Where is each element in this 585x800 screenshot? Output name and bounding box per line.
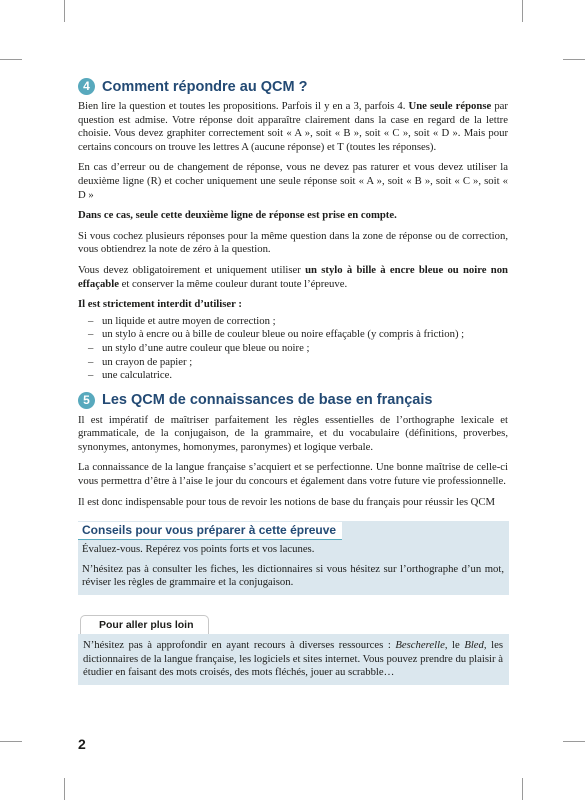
paragraph: Bien lire la question et toutes les propositions. Parfois il y en a 3, parfois 4. Une seule réponse par question est admise. Votre réponse doit apparaître clairement dans la case en regard de la lettre choisie. Vous devez graphiter correctement soit « A », soit « B », soit « C », soit « D ». Mais pour certains concours on trouve les lettres A (aucune réponse) et T (toutes les réponses). <box>78 100 508 153</box>
section-number-badge: 4 <box>78 78 95 95</box>
page-content <box>78 78 508 685</box>
paragraph: En cas d’erreur ou de changement de réponse, vous ne devez pas raturer et vous devez utiliser la deuxième ligne (R) et cocher uniquement une seule réponse soit « A », soit « B », soit « C », soit « D » <box>78 161 508 201</box>
plus-loin-title: Pour aller plus loin <box>80 615 209 634</box>
section-title: Comment répondre au QCM ? <box>102 78 308 95</box>
list-item: – une calculatrice. <box>88 369 508 383</box>
list-item: – un liquide et autre moyen de correction ; <box>88 315 508 329</box>
list-item: – un stylo à encre ou à bille de couleur bleue ou noire effaçable (y compris à friction) ; <box>88 328 508 342</box>
forbidden-list <box>78 315 508 383</box>
list-item: – un stylo d’une autre couleur que bleue ou noire ; <box>88 342 508 356</box>
conseils-body <box>78 540 509 595</box>
crop-mark <box>563 741 585 742</box>
crop-mark <box>0 59 22 60</box>
section-number-badge: 5 <box>78 392 95 409</box>
paragraph: Si vous cochez plusieurs réponses pour la même question dans la zone de réponse ou de correction, vous obtiendrez la note de zéro à la question. <box>78 229 508 256</box>
section-5-heading <box>78 392 508 409</box>
plus-loin-body <box>78 634 509 685</box>
paragraph: Il est donc indispensable pour tous de revoir les notions de base du français pour réussir les QCM <box>78 495 496 508</box>
paragraph: Vous devez obligatoirement et uniquement utiliser un stylo à bille à encre bleue ou noire non effaçable et conserver la même couleur durant toute l’épreuve. <box>78 263 508 290</box>
crop-mark <box>522 778 523 800</box>
paragraph: Il est strictement interdit d’utiliser : <box>78 298 242 311</box>
crop-mark <box>563 59 585 60</box>
section-4-heading <box>78 78 508 95</box>
paragraph: Dans ce cas, seule cette deuxième ligne de réponse est prise en compte. <box>78 209 397 222</box>
paragraph: Il est impératif de maîtriser parfaitement les règles essentielles de l’orthographe lexicale et grammaticale, de la conjugaison, de la grammaire, et du vocabulaire (définitions, proverbes, synonymes, antonymes, homonymes, paronymes) et logique verbale. <box>78 413 508 453</box>
plus-loin-box <box>78 615 509 685</box>
paragraph: N’hésitez pas à approfondir en ayant recours à diverses ressources : Bescherelle, le Bled, les dictionnaires de la langue française, les logiciels et sites internet. Vous pouvez prendre du plaisir à étudier en faisant des mots croisés, des mots fléchés, jouer au scrabble… <box>83 639 503 679</box>
conseils-box <box>78 521 509 595</box>
conseils-title: Conseils pour vous préparer à cette épreuve <box>78 522 342 540</box>
page-number: 2 <box>78 736 86 752</box>
paragraph: Évaluez-vous. Repérez vos points forts et vos lacunes. <box>82 543 315 556</box>
crop-mark <box>64 778 65 800</box>
crop-mark <box>0 741 22 742</box>
paragraph: N’hésitez pas à consulter les fiches, les dictionnaires si vous hésitez sur l’orthographe d’un mot, réviser les règles de grammaire et la conjugaison. <box>82 562 504 589</box>
section-title: Les QCM de connaissances de base en français <box>102 392 433 409</box>
crop-mark <box>64 0 65 22</box>
crop-mark <box>522 0 523 22</box>
list-item: – un crayon de papier ; <box>88 356 508 370</box>
paragraph: La connaissance de la langue française s’acquiert et se perfectionne. Une bonne maîtrise de celle-ci vous permettra d’être à l’aise le jour du concours et également dans votre future vie professionnelle. <box>78 461 508 488</box>
